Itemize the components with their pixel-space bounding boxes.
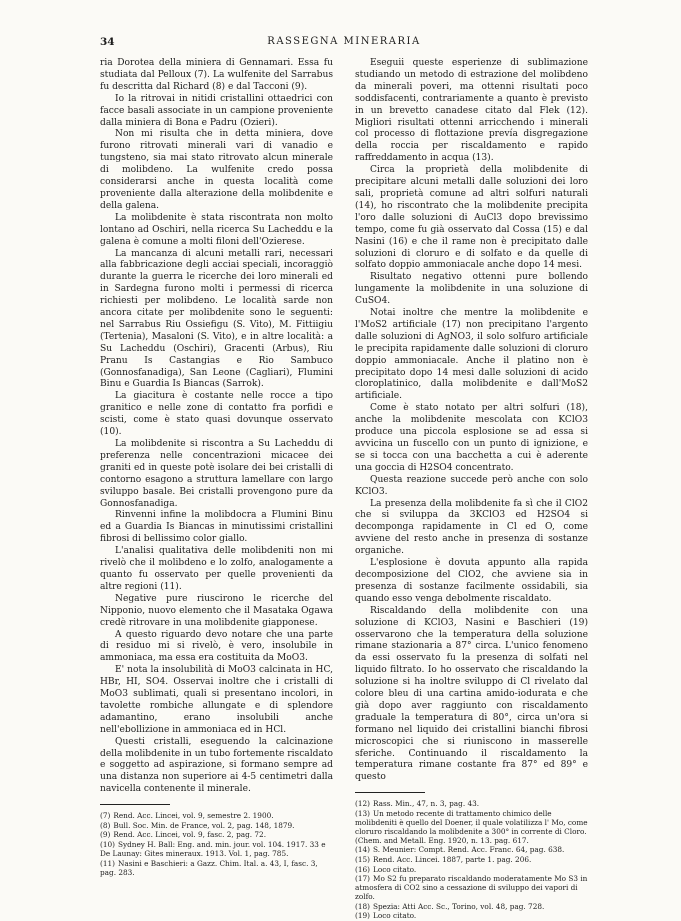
right-body — [355, 58, 588, 784]
paragraph: Eseguii queste esperienze di sublimazione studiando un metodo di estrazione del molibdeno da minerali poveri, ma ottenni risultati poco soddisfacenti, contrariamente a quanto è previsto in un brevetto canadese citato dal Flek (12). Migliori risultati ottenni arricchendo i minerali col processo di flottazione prevía disgregazione della roccia per riscaldamento e rapido raffreddamento in acqua (13). — [355, 58, 588, 164]
footnote: (15) Rend. Acc. Lincei. 1887, parte 1. pag. 206. — [355, 855, 532, 865]
footnote: (8) Bull. Soc. Min. de France, vol. 2, pag. 148, 1879. — [100, 820, 295, 830]
page-number: 34 — [100, 36, 115, 48]
footnote: (12) Rass. Min., 47, n. 3, pag. 43. — [355, 799, 480, 809]
right-footnotes — [355, 799, 588, 920]
paragraph: La molibdenite è stata riscontrata non molto lontano ad Oschiri, nella ricerca Su Lacheddu e la galena è comune a molti filoni dell'Ozierese. — [100, 212, 333, 247]
running-title: RASSEGNA MINERARIA — [267, 36, 421, 47]
paragraph: Questi cristalli, eseguendo la calcinazione della molibdenite in un tubo fortemente riscaldato e soggetto ad aspirazione, si formano sempre ad una distanza non superiore ai 4-5 centimetri dalla navicella contenente il minerale. — [100, 736, 333, 795]
paragraph: La presenza della molibdenite fa sì che il ClO2 che si sviluppa da 3KClO3 ed H2SO4 si decomponga rapidamente in Cl ed O, come avviene del resto anche in presenza di sostanze organiche. — [355, 498, 588, 557]
footnote: (18) Spezia: Atti Acc. Sc., Torino, vol. 48, pag. 728. — [355, 901, 545, 911]
right-column — [355, 58, 588, 921]
page-header — [100, 36, 588, 52]
footnote-divider — [355, 792, 425, 793]
footnote-divider — [100, 804, 170, 805]
paragraph: Riscaldando della molibdenite con una soluzione di KClO3, Nasini e Baschieri (19) osservarono che la temperatura della soluzione rimane stazionaria a 87° circa. L'unico fenomeno da essi osservato fu la presenza di solfati nel liquido filtrato. Io ho osservato che riscaldando la soluzione si ha inoltre sviluppo di Cl rivelato dal colore bleu di una cartina amido-iodurata e che già dopo aver raggiunto con riscaldamento graduale la temperatura di 80°, circa un'ora si formano nel liquido dei cristallini bianchi fibrosi microscopici che si riuniscono in masserelle sferiche. Continuando il riscaldamento la temperatura rimane costante fra 87° ed 89° e questo — [355, 605, 588, 783]
paragraph: Io la ritrovai in nitidi cristallini ottaedrici con facce basali associate in un campione proveniente dalla miniera di Bona e Padru (Ozieri). — [100, 93, 333, 128]
footnote: (19) Loco citato. — [355, 911, 417, 921]
paragraph: L'analisi qualitativa delle molibdeniti non mi rivelò che il molibdeno e lo zolfo, analogamente a quanto fu osservato per quelle provenienti da altre regioni (11). — [100, 546, 333, 592]
paragraph: E' nota la insolubilità di MoO3 calcinata in HC, HBr, HI, SO4. Osservai inoltre che i cristalli di MoO3 sublimati, quali si presentano incolori, in tavolette rombiche allungate e di splendore adamantino, erano insolubili anche nell'ebollizione in ammoniaca ed in HCl. — [100, 665, 333, 735]
footnote: (17) Mo S2 fu preparato riscaldando moderatamente Mo S3 in atmosfera di CO2 sino a cessazione di sviluppo dei vapori di zolfo. — [355, 874, 588, 902]
footnote: (13) Un metodo recente di trattamento chimico delle molibdeniti è quello del Doener, il quale volatilizza l' Mo, come cloruro riscaldando la molibdenite a 300° in corrente di Cloro. (Chem. and Metall. Eng. 1920, n. 13. pag. 617. — [355, 808, 588, 845]
paragraph: Circa la proprietà della molibdenite di precipitare alcuni metalli dalle soluzioni dei loro sali, proprietà comune ad altri solfuri naturali (14), ho riscontrato che la molibdenite precipita l'oro dalle soluzioni di AuCl3 dopo brevissimo tempo, come fu già osservato dal Cossa (15) e dal Nasini (16) e che il rame non è precipitato dalle soluzioni di cloruro e di solfato e da quelle di solfato doppio ammoniacale anche dopo 14 mesi. — [355, 165, 588, 271]
paragraph: Rinvenni infine la molibdocra a Flumini Binu ed a Guardia Is Biancas in minutissimi cristallini fibrosi di bellissimo color giallo. — [100, 510, 333, 545]
left-body — [100, 58, 333, 796]
footnote: (16) Loco citato. — [355, 864, 417, 874]
paragraph: La molibdenite si riscontra a Su Lacheddu di preferenza nelle concentrazioni micacee dei graniti ed in queste potè isolare dei bei cristalli di contorno esagono a struttura lamellare con largo sviluppo basale. Bei cristalli provengono pure da Gonnosfanadiga. — [100, 439, 333, 509]
paragraph: La giacitura è costante nelle rocce a tipo granitico e nelle zone di contatto fra porfidi e scisti, come è stato quasi dovunque osservato (10). — [100, 391, 333, 438]
paragraph: Negative pure riuscirono le ricerche del Nipponio, nuovo elemento che il Masataka Ogawa credè ritrovare in una molibdenite giapponese. — [100, 593, 333, 628]
footnote: (11) Nasini e Baschieri: a Gazz. Chim. Ital. a. 43, I, fasc. 3, pag. 283. — [100, 858, 318, 877]
footnote: (7) Rend. Acc. Lincei, vol. 9, semestre 2. 1900. — [100, 811, 274, 821]
paragraph: Notai inoltre che mentre la molibdenite e l'MoS2 artificiale (17) non precipitano l'argento dalle soluzioni di AgNO3, il solo solfuro artificiale le precipita rapidamente dalle soluzioni di cloruro doppio ammoniacale. Anche il platino non è precipitato dopo 14 mesi dalle soluzioni di acido cloroplatinico, dalla molibdenite e dall'MoS2 artificiale. — [355, 308, 588, 402]
paragraph: La mancanza di alcuni metalli rari, necessari alla fabbricazione degli acciai speciali, incoraggiò durante la guerra le ricerche dei loro minerali ed in Sardegna furono molti i permessi di ricerca richiesti per molibdeno. Le località sarde non ancora citate per molibdenite sono le seguenti: nel Sarrabus Riu Ossiefigu (S. Vito), M. Fittiigiu (Tertenia), Masaloni (S. Vito), e in altre località: a Su Lacheddu (Oschiri), Gracenti (Arbus), Riu Pranu Is Castangias e Rio Sambuco (Gonnosfanadiga), San Leone (Cagliari), Flumini Binu e Guardia Is Biancas (Sarrok). — [100, 248, 333, 390]
paragraph: A questo riguardo devo notare che una parte di residuo mi si rivelò, è vero, insolubile in ammoniaca, ma essa era costituita da MoO3. — [100, 629, 333, 664]
paragraph: Risultato negativo ottenni pure bollendo lungamente la molibdenite in una soluzione di CuSO4. — [355, 272, 588, 307]
paragraph: L'esplosione è dovuta appunto alla rapida decomposizione del ClO2, che avviene sia in presenza di sostanze facilmente ossidabili, sia quando esso venga debolmente riscaldato. — [355, 558, 588, 604]
paragraph: Questa reazione succede però anche con solo KClO3. — [355, 474, 588, 497]
footnote: (10) Sydney H. Ball: Eng. and. min. jour. vol. 104. 1917. 33 e De Launay: Gites mineraux. 1913. Vol. 1, pag. 785. — [100, 839, 326, 858]
paragraph: Non mi risulta che in detta miniera, dove furono ritrovati minerali vari di vanadio e tungsteno, sia mai stato ritrovato alcun minerale di molibdeno. La wulfenite credo possa considerarsi anche in questa località come proveniente dalla alterazione della molibdenite e della galena. — [100, 129, 333, 211]
footnote: (14) S. Meunier: Compt. Rend. Acc. Franc. 64, pag. 638. — [355, 845, 565, 855]
left-column — [100, 58, 333, 877]
paragraph: Come è stato notato per altri solfuri (18), anche la molibdenite mescolata con KClO3 produce una piccola esplosione se ad essa si avvicina un fuscello con un punto di ignizione, e se si tocca con una bacchetta a cui è aderente una goccia di H2SO4 concentrato. — [355, 403, 588, 473]
paragraph: ria Dorotea della miniera di Gennamari. Essa fu studiata dal Pelloux (7). La wulfenite del Sarrabus fu descritta dal Richard (8) e dal Tacconi (9). — [100, 58, 333, 92]
left-footnotes — [100, 811, 333, 876]
footnote: (9) Rend. Acc. Lincei, vol. 9, fasc. 2, pag. 72. — [100, 830, 267, 840]
